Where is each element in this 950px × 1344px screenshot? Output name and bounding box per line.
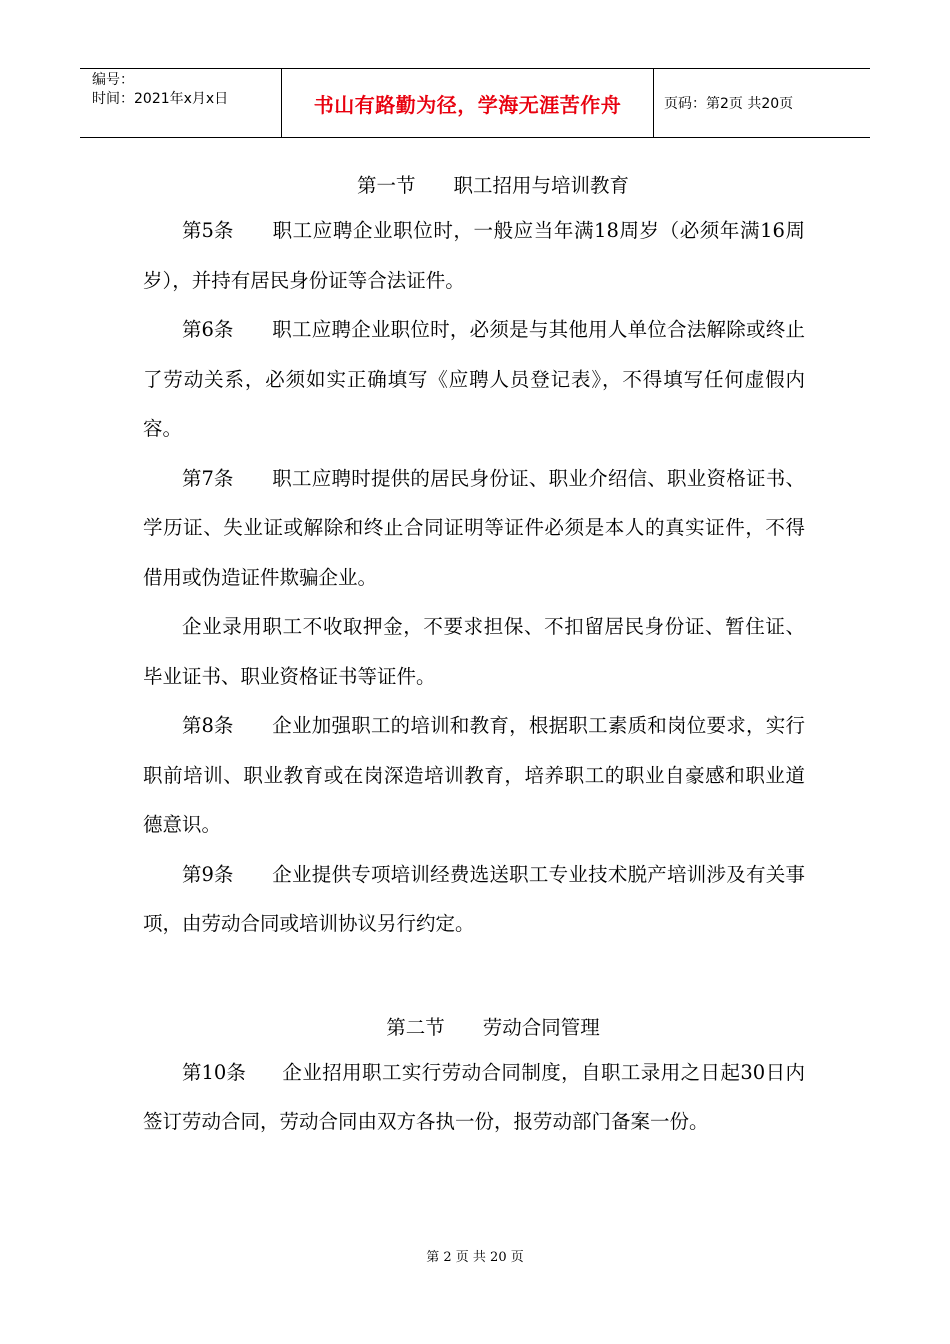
- article-text: 职工应聘企业职位时，必须是与其他用人单位合法解除或终止了劳动关系，必须如实正确填写《应聘人员登记表》，不得填写任何虚假内容。: [143, 318, 805, 440]
- header-motto: 书山有路勤为径，学海无涯苦作舟: [282, 69, 654, 137]
- article-text: 职工应聘企业职位时，一般应当年满18周岁（必须年满16周岁），并持有居民身份证等合法证件。: [143, 219, 805, 292]
- article-paragraph: [143, 850, 805, 949]
- article-number: 第5条: [182, 219, 234, 242]
- header-page-info: 页码：第2页 共20页: [664, 96, 794, 112]
- section-title-1: [181, 166, 805, 206]
- article-number: 第6条: [182, 318, 234, 341]
- section-title-2: [181, 1008, 805, 1048]
- code-label: 编号：: [92, 72, 134, 88]
- article-number: 第9条: [182, 862, 234, 886]
- document-body: [143, 166, 805, 1147]
- article-text: 企业录用职工不收取押金，不要求担保、不扣留居民身份证、暂住证、毕业证书、职业资格证书等证件。: [143, 615, 805, 688]
- section-number: 第一节: [356, 174, 416, 197]
- section-heading: 劳动合同管理: [482, 1015, 600, 1039]
- article-paragraph: [143, 602, 805, 701]
- article-text: 企业提供专项培训经费选送职工专业技术脱产培训涉及有关事项，由劳动合同或培训协议另行约定。: [143, 862, 805, 935]
- time-label: 时间：2021年x月x日: [92, 91, 229, 107]
- article-paragraph: [143, 305, 805, 454]
- article-paragraph: [143, 206, 805, 305]
- article-text: 企业加强职工的培训和教育，根据职工素质和岗位要求，实行职前培训、职业教育或在岗深造培训教育，培养职工的职业自豪感和职业道德意识。: [143, 714, 805, 836]
- section-number: 第二节: [386, 1015, 445, 1039]
- page-footer: 第 2 页 共 20 页: [426, 1250, 524, 1265]
- article-number: 第7条: [182, 466, 234, 490]
- article-number: 第8条: [182, 714, 234, 737]
- article-number: 第10条: [182, 1060, 246, 1084]
- article-paragraph: [143, 701, 805, 850]
- document-header: [80, 68, 870, 138]
- header-meta: [80, 69, 282, 137]
- article-paragraph: [143, 454, 805, 603]
- article-text: 企业招用职工实行劳动合同制度，自职工录用之日起30日内签订劳动合同，劳动合同由双方各执一份，报劳动部门备案一份。: [143, 1060, 805, 1133]
- section-heading: 职工招用与培训教育: [453, 174, 630, 197]
- article-text: 职工应聘时提供的居民身份证、职业介绍信、职业资格证书、学历证、失业证或解除和终止合同证明等证件必须是本人的真实证件，不得借用或伪造证件欺骗企业。: [143, 466, 805, 589]
- article-paragraph: [143, 1048, 805, 1147]
